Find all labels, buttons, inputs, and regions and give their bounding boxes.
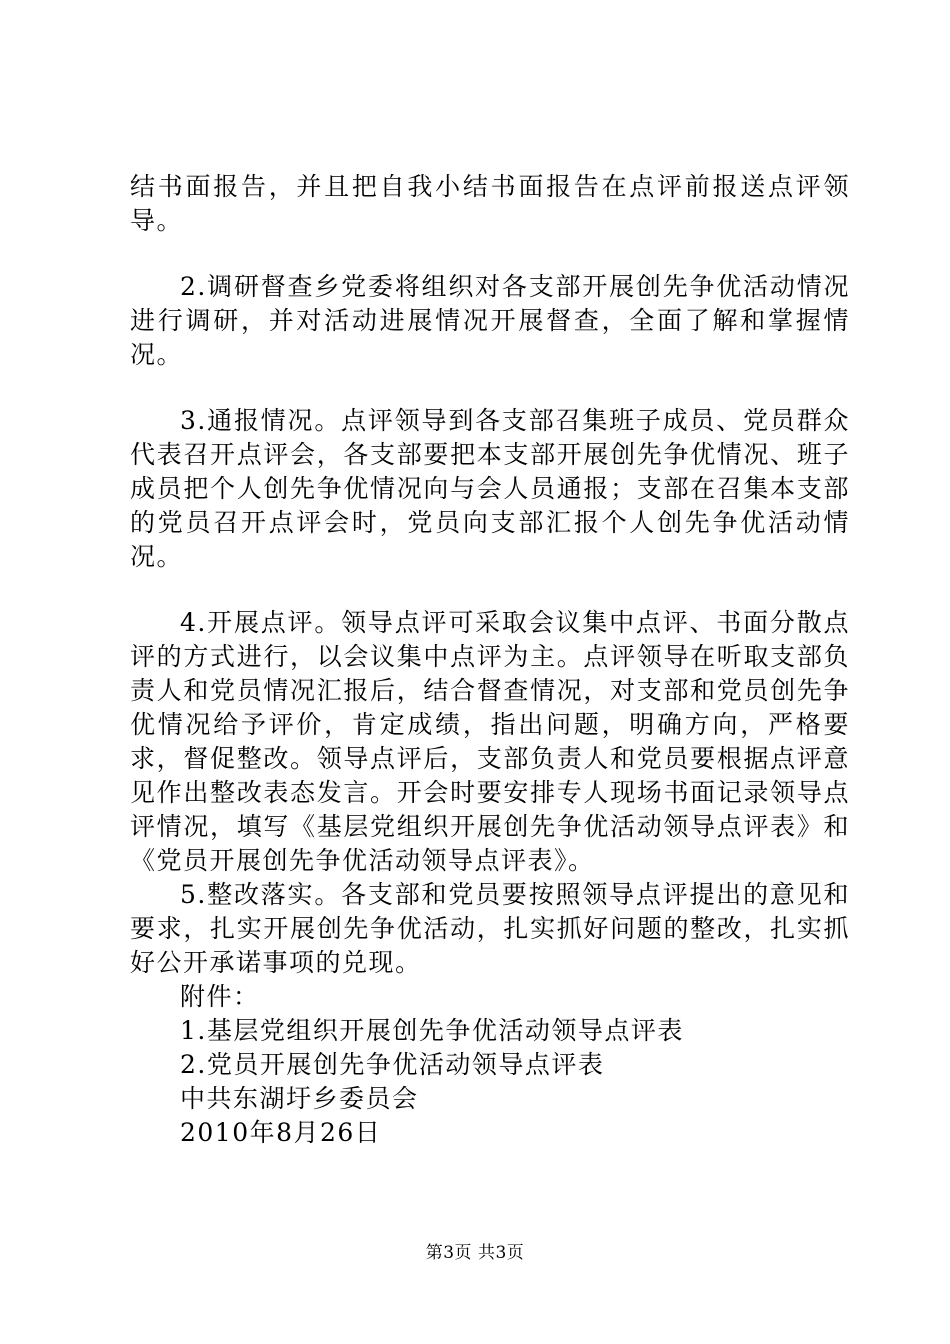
attachment-item: 2.党员开展创先争优活动领导点评表	[180, 1050, 605, 1079]
issue-date: 2010年8月26日	[180, 1118, 382, 1147]
page-indicator: 第3页 共3页	[425, 1243, 525, 1263]
paragraph-research-inspection: 2.调研督查乡党委将组织对各支部开展创先争优活动情况进行调研，并对活动进展情况开展督查，全面了解和掌握情况。	[130, 272, 850, 369]
paragraph-notification: 3.通报情况。点评领导到各支部召集班子成员、党员群众代表召开点评会，各支部要把本支部开展创先争优情况、班子成员把个人创先争优情况向与会人员通报；支部在召集本支部的党员召开点评会时，党员向支部汇报个人创先争优活动情况。	[130, 406, 850, 571]
paragraph-report-continuation: 结书面报告，并且把自我小结书面报告在点评前报送点评领导。	[130, 172, 850, 235]
issuer-name: 中共东湖圩乡委员会	[180, 1084, 419, 1113]
attachments-label: 附件：	[180, 982, 260, 1011]
paragraph-rectification: 5.整改落实。各支部和党员要按照领导点评提出的意见和要求，扎实开展创先争优活动，扎实抓好问题的整改，扎实抓好公开承诺事项的兑现。	[130, 880, 850, 977]
document-body	[130, 170, 850, 1150]
page-footer	[0, 1242, 950, 1264]
paragraph-review: 4.开展点评。领导点评可采取会议集中点评、书面分散点评的方式进行，以会议集中点评为主。点评领导在听取支部负责人和党员情况汇报后，结合督查情况，对支部和党员创先争优情况给予评价，肯定成绩，指出问题，明确方向，严格要求，督促整改。领导点评后，支部负责人和党员要根据点评意见作出整改表态发言。开会时要安排专人现场书面记录领导点评情况，填写《基层党组织开展创先争优活动领导点评表》和《党员开展创先争优活动领导点评表》。	[130, 608, 850, 875]
attachment-item: 1.基层党组织开展创先争优活动领导点评表	[180, 1016, 684, 1045]
